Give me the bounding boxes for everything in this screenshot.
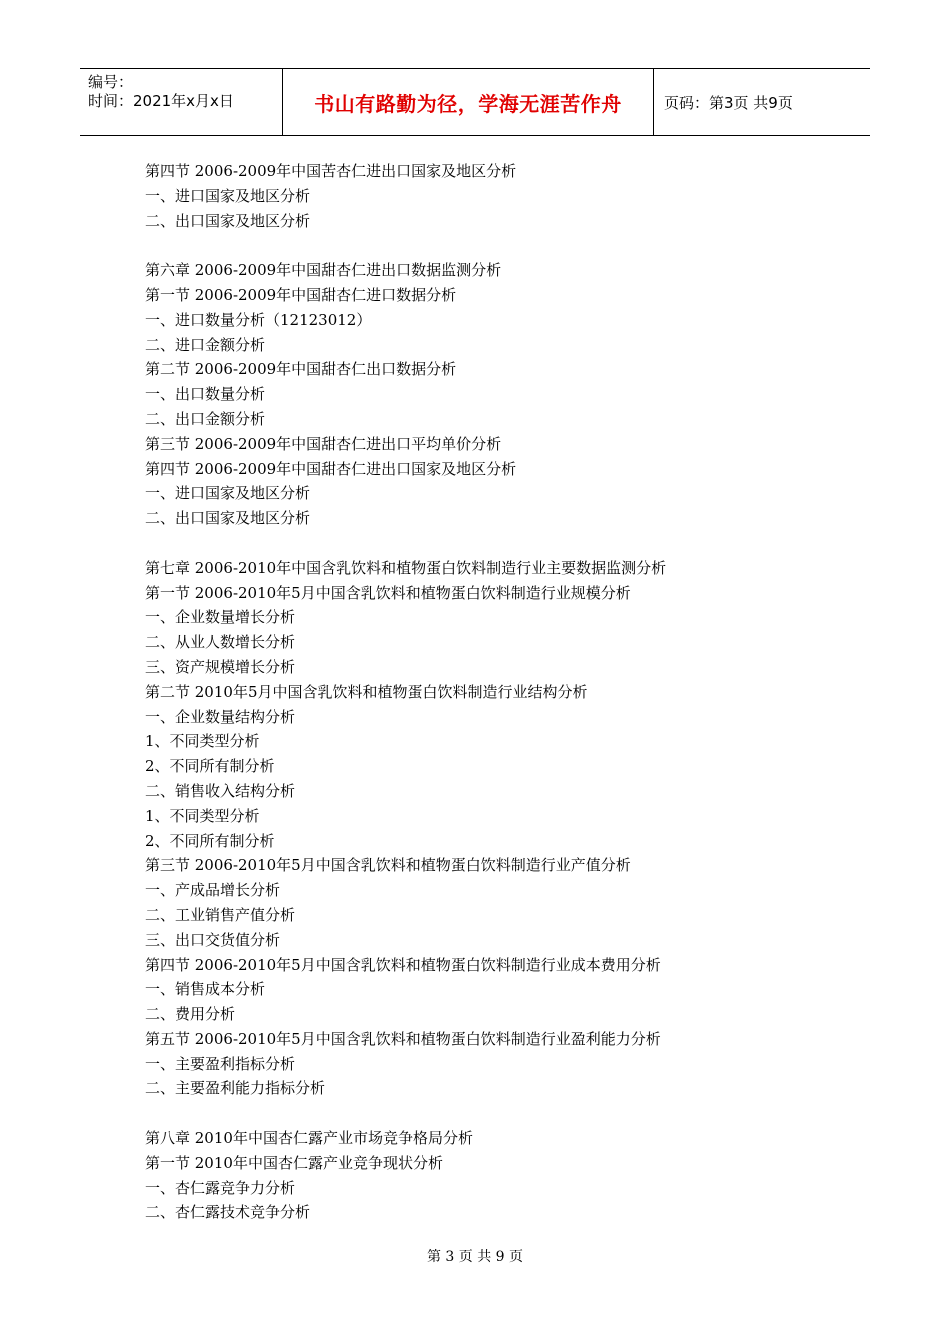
toc-line: 第四节 2006-2009年中国苦杏仁进出口国家及地区分析 xyxy=(145,162,517,180)
toc-line: 2、不同所有制分析 xyxy=(145,831,275,850)
toc-line: 第一节 2006-2009年中国甜杏仁进口数据分析 xyxy=(145,285,457,304)
toc-line: 一、企业数量增长分析 xyxy=(145,608,296,627)
toc-line: 第二节 2010年5月中国含乳饮料和植物蛋白饮料制造行业结构分析 xyxy=(145,682,588,701)
toc-line: 一、企业数量结构分析 xyxy=(145,707,296,726)
toc-line: 二、杏仁露技术竞争分析 xyxy=(145,1203,311,1222)
toc-line: 二、进口金额分析 xyxy=(145,335,266,354)
toc-line: 第四节 2006-2009年中国甜杏仁进出口国家及地区分析 xyxy=(145,459,517,478)
toc-line: 第三节 2006-2010年5月中国含乳饮料和植物蛋白饮料制造行业产值分析 xyxy=(145,856,631,875)
toc-line: 二、主要盈利能力指标分析 xyxy=(145,1079,326,1098)
toc-line: 第七章 2006-2010年中国含乳饮料和植物蛋白饮料制造行业主要数据监测分析 xyxy=(145,558,667,577)
toc-line: 一、进口国家及地区分析 xyxy=(145,484,311,503)
toc-line: 1、不同类型分析 xyxy=(145,732,260,751)
toc-line: 一、产成品增长分析 xyxy=(145,881,281,900)
toc-line: 第三节 2006-2009年中国甜杏仁进出口平均单价分析 xyxy=(145,434,502,453)
toc-line: 二、工业销售产值分析 xyxy=(145,905,296,924)
toc-spacer xyxy=(145,233,845,258)
header-page-label: 页码：第3页 共9页 xyxy=(664,93,793,112)
toc-line: 二、出口金额分析 xyxy=(145,409,266,428)
toc-line: 一、杏仁露竞争力分析 xyxy=(145,1178,296,1197)
toc-spacer xyxy=(145,531,845,556)
toc-line: 二、出口国家及地区分析 xyxy=(145,211,311,230)
toc-line: 第四节 2006-2010年5月中国含乳饮料和植物蛋白饮料制造行业成本费用分析 xyxy=(145,955,661,974)
document-time-label: 时间：2021年x月x日 xyxy=(88,92,234,110)
toc-line: 一、主要盈利指标分析 xyxy=(145,1054,296,1073)
toc-line: 三、资产规模增长分析 xyxy=(145,657,296,676)
toc-line: 第八章 2010年中国杏仁露产业市场竞争格局分析 xyxy=(145,1129,473,1148)
toc-line: 一、进口国家及地区分析 xyxy=(145,186,311,205)
toc-line: 第六章 2006-2009年中国甜杏仁进出口数据监测分析 xyxy=(145,261,502,280)
toc-line: 第二节 2006-2009年中国甜杏仁出口数据分析 xyxy=(145,360,457,379)
document-number-label: 编号： xyxy=(88,73,134,91)
toc-line: 一、进口数量分析（12123012） xyxy=(145,310,372,329)
toc-spacer xyxy=(145,1101,845,1126)
toc-line: 第一节 2006-2010年5月中国含乳饮料和植物蛋白饮料制造行业规模分析 xyxy=(145,583,631,602)
toc-line: 二、出口国家及地区分析 xyxy=(145,509,311,528)
header-motto: 书山有路勤为径，学海无涯苦作舟 xyxy=(282,69,654,135)
toc-line: 一、销售成本分析 xyxy=(145,980,266,999)
toc-line: 第五节 2006-2010年5月中国含乳饮料和植物蛋白饮料制造行业盈利能力分析 xyxy=(145,1029,661,1048)
toc-line: 二、销售收入结构分析 xyxy=(145,781,296,800)
toc-line: 二、费用分析 xyxy=(145,1005,236,1024)
table-of-contents xyxy=(145,159,845,1225)
toc-line: 第一节 2010年中国杏仁露产业竞争现状分析 xyxy=(145,1153,443,1172)
page-header xyxy=(80,68,870,136)
toc-line: 二、从业人数增长分析 xyxy=(145,633,296,652)
toc-line: 2、不同所有制分析 xyxy=(145,757,275,776)
page-footer: 第 3 页 共 9 页 xyxy=(426,1249,524,1265)
header-info-cell xyxy=(80,69,282,135)
toc-line: 1、不同类型分析 xyxy=(145,806,260,825)
toc-line: 一、出口数量分析 xyxy=(145,385,266,404)
toc-line: 三、出口交货值分析 xyxy=(145,930,281,949)
